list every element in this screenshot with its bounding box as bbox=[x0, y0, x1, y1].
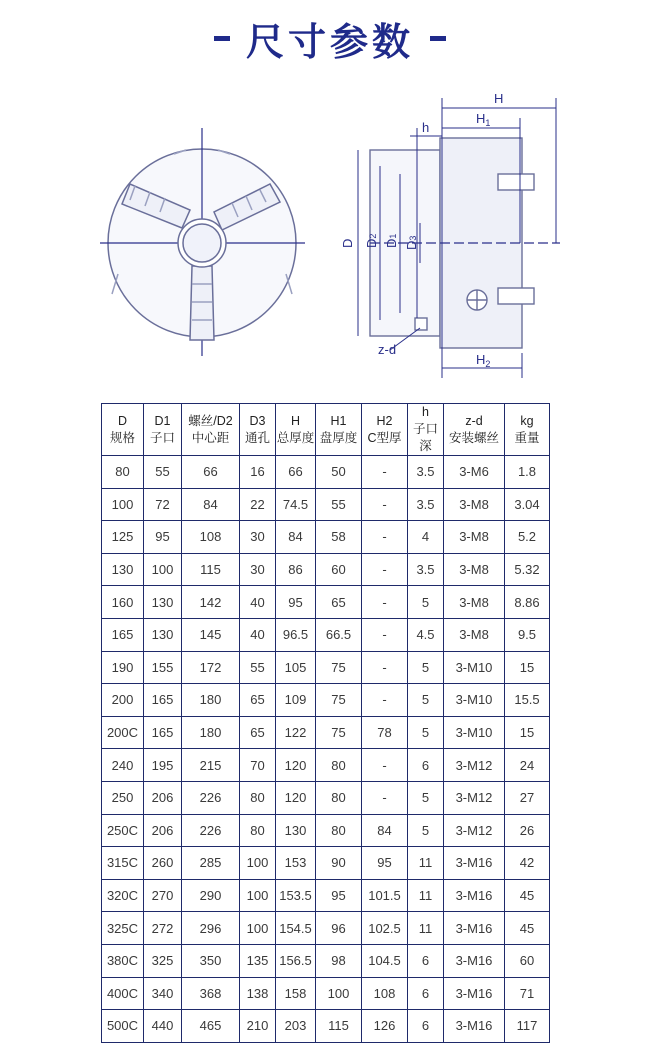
table-cell: 11 bbox=[408, 879, 444, 912]
table-cell: 108 bbox=[362, 977, 408, 1010]
label-D1-main: D bbox=[384, 238, 399, 248]
table-cell: 96 bbox=[316, 912, 362, 945]
label-H1-main: H bbox=[476, 111, 486, 126]
table-cell: 55 bbox=[144, 456, 182, 489]
table-cell: 101.5 bbox=[362, 879, 408, 912]
table-cell: - bbox=[362, 651, 408, 684]
table-row bbox=[102, 781, 550, 814]
table-cell: 3-M16 bbox=[444, 977, 505, 1010]
table-cell: 3-M16 bbox=[444, 1010, 505, 1043]
table-cell: - bbox=[362, 749, 408, 782]
table-cell: 130 bbox=[276, 814, 316, 847]
table-cell: 120 bbox=[276, 781, 316, 814]
chuck-diagram bbox=[90, 88, 570, 388]
table-row bbox=[102, 749, 550, 782]
table-cell: 80 bbox=[240, 814, 276, 847]
table-cell: 290 bbox=[182, 879, 240, 912]
header-desc: 总厚度 bbox=[276, 430, 315, 445]
header-desc: 通孔 bbox=[244, 430, 270, 445]
table-cell: 55 bbox=[316, 488, 362, 521]
table-cell: 250C bbox=[102, 814, 144, 847]
table-cell: 5.2 bbox=[505, 521, 550, 554]
table-cell: 320C bbox=[102, 879, 144, 912]
header-desc: 重量 bbox=[514, 430, 540, 445]
header-code: H bbox=[290, 413, 301, 428]
header-cell bbox=[444, 404, 505, 456]
table-cell: 190 bbox=[102, 651, 144, 684]
table-cell: - bbox=[362, 488, 408, 521]
table-cell: 6 bbox=[408, 1010, 444, 1043]
header-code: 螺丝/D2 bbox=[188, 413, 233, 428]
table-cell: 40 bbox=[240, 618, 276, 651]
title-dash-left bbox=[214, 36, 230, 41]
table-cell: 5 bbox=[408, 586, 444, 619]
table-cell: 100 bbox=[240, 847, 276, 880]
table-cell: 15.5 bbox=[505, 684, 550, 717]
table-cell: 115 bbox=[316, 1010, 362, 1043]
label-h: h bbox=[422, 120, 430, 135]
table-cell: 11 bbox=[408, 847, 444, 880]
table-cell: 109 bbox=[276, 684, 316, 717]
table-row bbox=[102, 944, 550, 977]
table-cell: 9.5 bbox=[505, 618, 550, 651]
header-desc: 子口 bbox=[149, 430, 175, 445]
table-cell: 84 bbox=[182, 488, 240, 521]
table-cell: 5 bbox=[408, 781, 444, 814]
table-cell: 440 bbox=[144, 1010, 182, 1043]
table-cell: 11 bbox=[408, 912, 444, 945]
table-cell: 285 bbox=[182, 847, 240, 880]
table-cell: 22 bbox=[240, 488, 276, 521]
label-D3-main: D bbox=[404, 240, 419, 250]
table-cell: 3-M6 bbox=[444, 456, 505, 489]
table-cell: 50 bbox=[316, 456, 362, 489]
table-cell: 155 bbox=[144, 651, 182, 684]
table-cell: - bbox=[362, 553, 408, 586]
table-cell: 3-M16 bbox=[444, 912, 505, 945]
table-cell: 154.5 bbox=[276, 912, 316, 945]
label-D2-main: D bbox=[364, 238, 379, 248]
table-cell: 5.32 bbox=[505, 553, 550, 586]
header-desc: 规格 bbox=[109, 430, 135, 445]
spec-table bbox=[101, 403, 550, 1043]
table-cell: 15 bbox=[505, 716, 550, 749]
table-cell: 215 bbox=[182, 749, 240, 782]
table-cell: 165 bbox=[144, 684, 182, 717]
label-H2-sub: 2 bbox=[485, 359, 491, 369]
label-H1-sub: 1 bbox=[485, 118, 491, 128]
table-cell: 74.5 bbox=[276, 488, 316, 521]
table-cell: 95 bbox=[144, 521, 182, 554]
table-cell: - bbox=[362, 456, 408, 489]
table-cell: 6 bbox=[408, 977, 444, 1010]
table-cell: 40 bbox=[240, 586, 276, 619]
table-cell: 325 bbox=[144, 944, 182, 977]
table-row bbox=[102, 553, 550, 586]
table-cell: 104.5 bbox=[362, 944, 408, 977]
table-cell: 26 bbox=[505, 814, 550, 847]
spec-table-header bbox=[102, 404, 550, 456]
table-cell: 95 bbox=[316, 879, 362, 912]
table-cell: 3-M8 bbox=[444, 521, 505, 554]
table-cell: 70 bbox=[240, 749, 276, 782]
table-cell: 125 bbox=[102, 521, 144, 554]
table-cell: 27 bbox=[505, 781, 550, 814]
table-cell: 100 bbox=[240, 879, 276, 912]
table-cell: 100 bbox=[102, 488, 144, 521]
table-cell: 90 bbox=[316, 847, 362, 880]
table-cell: 72 bbox=[144, 488, 182, 521]
table-cell: 55 bbox=[240, 651, 276, 684]
table-cell: 250 bbox=[102, 781, 144, 814]
label-H2 bbox=[476, 352, 490, 369]
table-cell: 78 bbox=[362, 716, 408, 749]
table-row bbox=[102, 847, 550, 880]
table-cell: 4 bbox=[408, 521, 444, 554]
table-cell: 115 bbox=[182, 553, 240, 586]
header-cell bbox=[316, 404, 362, 456]
header-code: kg bbox=[520, 413, 534, 428]
table-cell: 3-M8 bbox=[444, 553, 505, 586]
table-cell: 206 bbox=[144, 814, 182, 847]
table-cell: - bbox=[362, 586, 408, 619]
header-row bbox=[102, 404, 550, 456]
table-cell: 60 bbox=[316, 553, 362, 586]
title-text: 尺寸参数 bbox=[245, 19, 414, 64]
table-cell: 153.5 bbox=[276, 879, 316, 912]
table-cell: 3-M8 bbox=[444, 586, 505, 619]
table-cell: 80 bbox=[102, 456, 144, 489]
table-cell: 80 bbox=[240, 781, 276, 814]
table-cell: 60 bbox=[505, 944, 550, 977]
table-cell: 3-M12 bbox=[444, 749, 505, 782]
table-cell: 120 bbox=[276, 749, 316, 782]
table-cell: 400C bbox=[102, 977, 144, 1010]
table-row bbox=[102, 586, 550, 619]
table-cell: 145 bbox=[182, 618, 240, 651]
table-cell: 45 bbox=[505, 879, 550, 912]
table-cell: 84 bbox=[276, 521, 316, 554]
table-cell: 108 bbox=[182, 521, 240, 554]
table-cell: 65 bbox=[240, 684, 276, 717]
table-cell: 3-M8 bbox=[444, 488, 505, 521]
table-cell: - bbox=[362, 684, 408, 717]
title-dash-right bbox=[430, 36, 446, 41]
table-cell: 380C bbox=[102, 944, 144, 977]
table-cell: 142 bbox=[182, 586, 240, 619]
table-cell: 100 bbox=[144, 553, 182, 586]
table-cell: 75 bbox=[316, 684, 362, 717]
table-cell: 325C bbox=[102, 912, 144, 945]
header-code: D bbox=[117, 413, 128, 428]
table-cell: 8.86 bbox=[505, 586, 550, 619]
spec-table-body bbox=[102, 456, 550, 1043]
table-row bbox=[102, 488, 550, 521]
jaw-bottom bbox=[190, 266, 214, 340]
table-cell: 6 bbox=[408, 944, 444, 977]
table-cell: - bbox=[362, 618, 408, 651]
table-cell: 195 bbox=[144, 749, 182, 782]
table-cell: 368 bbox=[182, 977, 240, 1010]
header-cell bbox=[102, 404, 144, 456]
header-cell bbox=[240, 404, 276, 456]
table-cell: - bbox=[362, 521, 408, 554]
table-cell: 350 bbox=[182, 944, 240, 977]
table-cell: 80 bbox=[316, 749, 362, 782]
table-cell: 3.5 bbox=[408, 488, 444, 521]
table-cell: 160 bbox=[102, 586, 144, 619]
table-row bbox=[102, 977, 550, 1010]
table-cell: - bbox=[362, 781, 408, 814]
table-cell: 122 bbox=[276, 716, 316, 749]
table-cell: 5 bbox=[408, 716, 444, 749]
table-cell: 172 bbox=[182, 651, 240, 684]
table-cell: 75 bbox=[316, 716, 362, 749]
table-cell: 270 bbox=[144, 879, 182, 912]
table-cell: 5 bbox=[408, 814, 444, 847]
label-D2 bbox=[364, 234, 379, 248]
table-cell: 3-M8 bbox=[444, 618, 505, 651]
table-cell: 5 bbox=[408, 651, 444, 684]
label-D3-sub: 3 bbox=[408, 235, 418, 241]
table-cell: 84 bbox=[362, 814, 408, 847]
header-code: H2 bbox=[376, 413, 393, 428]
table-cell: 66.5 bbox=[316, 618, 362, 651]
table-row bbox=[102, 618, 550, 651]
table-cell: 1.8 bbox=[505, 456, 550, 489]
table-cell: 100 bbox=[316, 977, 362, 1010]
table-cell: 45 bbox=[505, 912, 550, 945]
table-cell: 200 bbox=[102, 684, 144, 717]
table-cell: 42 bbox=[505, 847, 550, 880]
table-cell: 3-M10 bbox=[444, 651, 505, 684]
header-cell bbox=[505, 404, 550, 456]
table-cell: 65 bbox=[316, 586, 362, 619]
table-cell: 158 bbox=[276, 977, 316, 1010]
table-cell: 95 bbox=[362, 847, 408, 880]
table-cell: 3-M12 bbox=[444, 781, 505, 814]
table-cell: 3-M12 bbox=[444, 814, 505, 847]
table-cell: 117 bbox=[505, 1010, 550, 1043]
table-cell: 180 bbox=[182, 684, 240, 717]
header-desc: 安装螺丝 bbox=[448, 430, 499, 445]
label-H: H bbox=[494, 91, 504, 106]
table-cell: 206 bbox=[144, 781, 182, 814]
label-D1-sub: 1 bbox=[388, 233, 398, 239]
table-cell: 16 bbox=[240, 456, 276, 489]
table-cell: 30 bbox=[240, 521, 276, 554]
header-code: z-d bbox=[465, 413, 483, 428]
table-cell: 6 bbox=[408, 749, 444, 782]
header-desc: 子口深 bbox=[412, 422, 438, 453]
header-code: D1 bbox=[154, 413, 171, 428]
table-cell: 102.5 bbox=[362, 912, 408, 945]
table-cell: 200C bbox=[102, 716, 144, 749]
header-cell bbox=[182, 404, 240, 456]
table-cell: 272 bbox=[144, 912, 182, 945]
table-row bbox=[102, 814, 550, 847]
table-cell: 15 bbox=[505, 651, 550, 684]
table-row bbox=[102, 1010, 550, 1043]
table-cell: 80 bbox=[316, 781, 362, 814]
label-H1 bbox=[476, 111, 490, 128]
label-D: D bbox=[340, 238, 355, 248]
table-row bbox=[102, 879, 550, 912]
table-row bbox=[102, 521, 550, 554]
table-cell: 156.5 bbox=[276, 944, 316, 977]
table-cell: 66 bbox=[276, 456, 316, 489]
table-cell: 75 bbox=[316, 651, 362, 684]
header-cell bbox=[276, 404, 316, 456]
table-cell: 86 bbox=[276, 553, 316, 586]
table-row bbox=[102, 684, 550, 717]
table-cell: 210 bbox=[240, 1010, 276, 1043]
table-cell: 96.5 bbox=[276, 618, 316, 651]
header-cell bbox=[362, 404, 408, 456]
table-cell: 226 bbox=[182, 814, 240, 847]
table-cell: 3.04 bbox=[505, 488, 550, 521]
table-cell: 80 bbox=[316, 814, 362, 847]
header-code: h bbox=[422, 405, 429, 419]
table-cell: 58 bbox=[316, 521, 362, 554]
header-cell bbox=[144, 404, 182, 456]
table-cell: 165 bbox=[102, 618, 144, 651]
table-cell: 165 bbox=[144, 716, 182, 749]
table-cell: 180 bbox=[182, 716, 240, 749]
header-desc: 中心距 bbox=[191, 430, 230, 445]
label-zd: z-d bbox=[378, 342, 397, 357]
table-cell: 5 bbox=[408, 684, 444, 717]
header-code: H1 bbox=[330, 413, 347, 428]
table-cell: 105 bbox=[276, 651, 316, 684]
table-cell: 95 bbox=[276, 586, 316, 619]
table-cell: 153 bbox=[276, 847, 316, 880]
table-cell: 130 bbox=[144, 618, 182, 651]
table-cell: 65 bbox=[240, 716, 276, 749]
table-cell: 240 bbox=[102, 749, 144, 782]
table-cell: 3-M10 bbox=[444, 716, 505, 749]
table-cell: 3-M16 bbox=[444, 944, 505, 977]
table-cell: 98 bbox=[316, 944, 362, 977]
table-cell: 130 bbox=[102, 553, 144, 586]
table-cell: 3.5 bbox=[408, 456, 444, 489]
table-row bbox=[102, 456, 550, 489]
table-cell: 100 bbox=[240, 912, 276, 945]
table-cell: 315C bbox=[102, 847, 144, 880]
table-cell: 130 bbox=[144, 586, 182, 619]
table-cell: 500C bbox=[102, 1010, 144, 1043]
table-cell: 3.5 bbox=[408, 553, 444, 586]
table-cell: 465 bbox=[182, 1010, 240, 1043]
table-row bbox=[102, 651, 550, 684]
header-desc: C型厚 bbox=[367, 430, 402, 445]
table-cell: 138 bbox=[240, 977, 276, 1010]
table-row bbox=[102, 912, 550, 945]
page-title bbox=[0, 14, 660, 62]
table-cell: 226 bbox=[182, 781, 240, 814]
table-cell: 3-M16 bbox=[444, 847, 505, 880]
table-cell: 30 bbox=[240, 553, 276, 586]
table-cell: 66 bbox=[182, 456, 240, 489]
table-cell: 260 bbox=[144, 847, 182, 880]
header-code: D3 bbox=[249, 413, 266, 428]
table-row bbox=[102, 716, 550, 749]
label-H2-main: H bbox=[476, 352, 486, 367]
table-cell: 3-M10 bbox=[444, 684, 505, 717]
table-cell: 296 bbox=[182, 912, 240, 945]
chuck-front-view bbox=[100, 128, 305, 356]
table-cell: 71 bbox=[505, 977, 550, 1010]
table-cell: 340 bbox=[144, 977, 182, 1010]
table-cell: 135 bbox=[240, 944, 276, 977]
header-desc: 盘厚度 bbox=[319, 430, 358, 445]
header-cell bbox=[408, 404, 444, 456]
table-cell: 126 bbox=[362, 1010, 408, 1043]
table-cell: 24 bbox=[505, 749, 550, 782]
table-cell: 4.5 bbox=[408, 618, 444, 651]
table-cell: 203 bbox=[276, 1010, 316, 1043]
label-D2-sub: 2 bbox=[368, 233, 378, 239]
table-cell: 3-M16 bbox=[444, 879, 505, 912]
